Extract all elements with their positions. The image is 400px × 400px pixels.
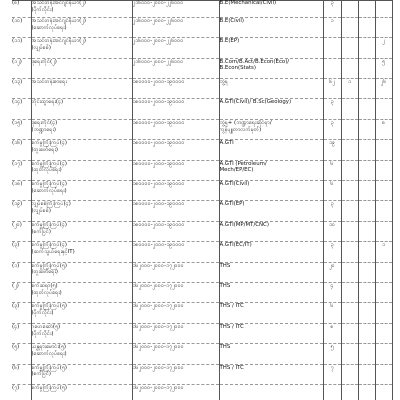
count-col-4 xyxy=(375,181,392,201)
qualification-line-2: B.Econ(Stats) xyxy=(219,65,256,72)
position-title-cell xyxy=(31,262,132,282)
count-col-2 xyxy=(341,323,358,343)
count-col-4 xyxy=(375,221,392,241)
count-col-3 xyxy=(358,221,375,241)
count-col-2 xyxy=(341,221,358,241)
position-title: စက်မှုကြီးကြပ်(၄) xyxy=(31,221,67,228)
position-department: (လျှပ်စစ်) xyxy=(31,45,51,52)
salary-scale: ၁၈၀၀၀၀-၂၀၀၀-၁၉၀၀၀၀ xyxy=(132,201,219,221)
position-department: (ဆောက်လုပ်ရေး) xyxy=(31,24,67,31)
position-title-cell xyxy=(31,242,132,262)
count-col-1: ၂၀ xyxy=(323,262,341,282)
position-title-cell xyxy=(31,282,132,302)
qualification-line-1: THS / ITC xyxy=(219,323,244,330)
position-department: (ဆောက်လုပ်ရေး) xyxy=(31,350,67,357)
position-title: စက်မှုကြီးကြပ်(၅) xyxy=(31,364,67,371)
count-col-4 xyxy=(375,323,392,343)
position-title-cell xyxy=(31,140,132,160)
table-row xyxy=(12,303,392,323)
table-row xyxy=(12,17,392,37)
position-title-cell xyxy=(31,181,132,201)
position-title-cell xyxy=(31,323,132,343)
position-department: (လျှပ်စစ်) xyxy=(31,208,51,215)
table-row xyxy=(12,282,392,302)
position-department: (စက်ပြင်) xyxy=(31,371,51,378)
count-col-4: ၈ xyxy=(375,119,392,139)
qualification-cell xyxy=(219,38,323,58)
position-title-cell xyxy=(31,201,132,221)
row-number: (၂) xyxy=(12,282,31,302)
row-number: (၁၉) xyxy=(12,201,31,221)
table-row xyxy=(12,344,392,364)
position-title: စက်မှုကြီးကြပ်(၄) xyxy=(31,181,67,188)
position-title-cell xyxy=(31,0,132,17)
position-title-cell xyxy=(31,58,132,78)
count-col-3 xyxy=(358,201,375,221)
qualification-line-1: A.GTI(EC/IT) xyxy=(219,242,252,249)
salary-scale: ၂၁၆၀၀၀-၂၀၀၀-၂၂၆၀၀၀ xyxy=(132,58,219,78)
count-col-4 xyxy=(375,344,392,364)
qualification-cell xyxy=(219,364,323,384)
count-col-2 xyxy=(341,58,358,78)
count-col-4: ၅ xyxy=(375,58,392,78)
salary-scale: ၂၁၆၀၀၀-၂၀၀၀-၂၂၆၀၀၀ xyxy=(132,17,219,37)
qualification-line-1: B.E(Mechanical/Civil) xyxy=(219,0,277,6)
table-row xyxy=(12,119,392,139)
position-title: စက်မှုကြီးကြပ်(၄) xyxy=(31,160,67,167)
table-row xyxy=(12,262,392,282)
position-department: (ပိုက်လိုင်း) xyxy=(31,6,54,13)
qualification-line-1: THS / ITC xyxy=(219,303,244,310)
position-title: စက်မှုကြီးကြပ်(၅) xyxy=(31,303,67,310)
qualification-line-1: A.GTI(MP/MT/CNC) xyxy=(219,221,269,228)
position-title: ယန္တရားမောင်း(၅) xyxy=(31,344,67,351)
row-number: (၃) xyxy=(12,303,31,323)
table-row xyxy=(12,384,392,400)
salary-scale: ၁၈၀၀၀၀-၂၀၀၀-၁၉၀၀၀၀ xyxy=(132,99,219,119)
position-department: (ဆောက်လုပ်ရေး) xyxy=(31,187,67,194)
qualification-cell xyxy=(219,323,323,343)
table-row xyxy=(12,79,392,99)
positions-table xyxy=(12,0,393,400)
count-col-1: ၃ xyxy=(323,201,341,221)
count-col-1: ၆ xyxy=(323,181,341,201)
count-col-4 xyxy=(375,303,392,323)
row-number: (၁၂) xyxy=(12,58,31,78)
position-department: (ပိုက်လိုင်း) xyxy=(31,310,54,317)
position-title-cell xyxy=(31,344,132,364)
count-col-1: ၃ xyxy=(323,119,341,139)
count-col-2 xyxy=(341,140,358,160)
count-col-1: ၅ xyxy=(323,344,341,364)
count-col-1: ၆ xyxy=(323,160,341,180)
row-number: (၆) xyxy=(12,364,31,384)
count-col-3 xyxy=(358,384,375,400)
row-number: (၄) xyxy=(12,323,31,343)
position-title: အသင်တန်းအင်ဂျင်နီယာ(၂) xyxy=(31,0,87,6)
salary-scale: ၂၁၆၀၀၀-၂၀၀၀-၂၂၆၀၀၀ xyxy=(132,0,219,17)
salary-scale: ၁၆၂၀၀၀-၂၀၀၀-၁၇၂၀၀၀ xyxy=(132,384,219,400)
table-row xyxy=(12,201,392,221)
salary-scale: ၁၆၂၀၀၀-၂၀၀၀-၁၇၂၀၀၀ xyxy=(132,303,219,323)
salary-scale: ၁၈၀၀၀၀-၂၀၀၀-၁၉၀၀၀၀ xyxy=(132,79,219,99)
position-title: စက်မှုကြီးကြပ်(၄) xyxy=(31,140,67,147)
table-row xyxy=(12,58,392,78)
position-title: ဒုရေးကိုင်(၂) xyxy=(31,58,57,65)
qualification-line-1: THS xyxy=(219,344,231,351)
row-number: (၃) xyxy=(12,242,31,262)
count-col-1: ၆၂ xyxy=(323,79,341,99)
row-number: (၂၀) xyxy=(12,221,31,241)
position-title-cell xyxy=(31,17,132,37)
qualification-line-1: ဘွဲ့ရ xyxy=(219,79,228,86)
qualification-line-1: THS xyxy=(219,282,231,289)
qualification-line-1: B.E(EP) xyxy=(219,38,240,45)
count-col-2: ၁ xyxy=(341,79,358,99)
qualification-line-1: ဘွဲ့ရ+ (ဘဏ္ဍာရေးဆိုင်ရာ/ xyxy=(219,119,272,126)
position-department: (စက်ပြင်) xyxy=(31,228,51,235)
count-col-3 xyxy=(358,38,375,58)
row-number: (၅) xyxy=(12,344,31,364)
table-row xyxy=(12,242,392,262)
count-col-4 xyxy=(375,364,392,384)
count-col-2 xyxy=(341,38,358,58)
qualification-cell xyxy=(219,201,323,221)
count-col-4 xyxy=(375,99,392,119)
count-col-1 xyxy=(323,58,341,78)
count-col-3 xyxy=(358,242,375,262)
salary-scale: ၁၈၀၀၀၀-၂၀၀၀-၁၉၀၀၀၀ xyxy=(132,140,219,160)
count-col-2 xyxy=(341,282,358,302)
count-col-1: ၁၉ xyxy=(323,140,341,160)
count-col-2 xyxy=(341,181,358,201)
count-col-3 xyxy=(358,344,375,364)
count-col-2 xyxy=(341,242,358,262)
count-col-2 xyxy=(341,262,358,282)
count-col-1: ၁၀ xyxy=(323,221,341,241)
position-department: (ထုတ်လုပ်ရေး) xyxy=(31,289,62,296)
count-col-3 xyxy=(358,17,375,37)
count-col-3 xyxy=(358,79,375,99)
position-title: အသင်တန်းစာရေး xyxy=(31,79,67,86)
salary-scale: ၁၆၂၀၀၀-၂၀၀၀-၁၇၂၀၀၀ xyxy=(132,323,219,343)
position-title: စက်ဆရာ(၅) xyxy=(31,282,58,289)
position-title: တိုင်းထွာရေး(၄) xyxy=(31,99,64,106)
count-col-2 xyxy=(341,17,358,37)
qualification-cell xyxy=(219,0,323,17)
row-number: (၈) xyxy=(12,0,31,17)
row-number: (၁၁) xyxy=(12,38,31,58)
qualification-cell xyxy=(219,344,323,364)
qualification-cell xyxy=(219,140,323,160)
count-col-3 xyxy=(358,323,375,343)
salary-scale: ၁၈၀၀၀၀-၂၀၀၀-၁၉၀၀၀၀ xyxy=(132,119,219,139)
count-col-1: ၇ xyxy=(323,364,341,384)
count-col-1 xyxy=(323,38,341,58)
row-number: (၁၈) xyxy=(12,181,31,201)
count-col-4: ၂၆ xyxy=(375,79,392,99)
count-col-4 xyxy=(375,160,392,180)
count-col-2 xyxy=(341,99,358,119)
count-col-2 xyxy=(341,364,358,384)
count-col-3 xyxy=(358,364,375,384)
table-row xyxy=(12,160,392,180)
position-department: (တူးဖော်ရေး) xyxy=(31,269,58,276)
position-department: (ဆက်သွယ်ရေးနှင့်IT) xyxy=(31,248,75,255)
position-title-cell xyxy=(31,119,132,139)
count-col-3 xyxy=(358,99,375,119)
qualification-line-1: A.GTI(Civil)/ B.Sc(Geology) xyxy=(219,99,292,106)
count-col-3 xyxy=(358,119,375,139)
qualification-line-1: B.E(Civil) xyxy=(219,17,244,24)
count-col-4 xyxy=(375,201,392,221)
position-title-cell xyxy=(31,160,132,180)
count-col-1: ၃ xyxy=(323,242,341,262)
row-number: (၁၅) xyxy=(12,119,31,139)
qualification-cell xyxy=(219,242,323,262)
salary-scale: ၁၈၀၀၀၀-၂၀၀၀-၁၉၀၀၀၀ xyxy=(132,160,219,180)
position-department: (ပိုက်လိုင်း) xyxy=(31,330,54,337)
count-col-3 xyxy=(358,181,375,201)
salary-scale: ၂၁၆၀၀၀-၂၀၀၀-၂၂၆၀၀၀ xyxy=(132,38,219,58)
count-col-3 xyxy=(358,58,375,78)
qualification-cell xyxy=(219,119,323,139)
count-col-1 xyxy=(323,384,341,400)
row-number: (၇) xyxy=(12,384,31,400)
qualification-line-2: Mech/EP/EC) xyxy=(219,167,254,174)
qualification-line-1: B.Com/B.Act/B.Econ(Eco)/ xyxy=(219,58,290,65)
salary-scale: ၁၈၀၀၀၀-၂၀၀၀-၁၉၀၀၀၀ xyxy=(132,242,219,262)
count-col-2 xyxy=(341,303,358,323)
row-number: (၁၀) xyxy=(12,17,31,37)
qualification-line-1: A.GTI xyxy=(219,140,234,147)
count-col-4 xyxy=(375,140,392,160)
count-col-4 xyxy=(375,0,392,17)
qualification-line-2: ကွန်ပျူတာလက်မှတ်) xyxy=(219,126,262,133)
position-title: စက်မှုကြီးကြပ်(၅) xyxy=(31,262,67,269)
qualification-cell xyxy=(219,181,323,201)
count-col-1: ၄ xyxy=(323,282,341,302)
position-department: (ထုတ်လုပ်ရေး) xyxy=(31,167,62,174)
table-row xyxy=(12,140,392,160)
count-col-3 xyxy=(358,160,375,180)
table-row xyxy=(12,99,392,119)
position-title-cell xyxy=(31,221,132,241)
count-col-4: ၂ xyxy=(375,38,392,58)
count-col-3 xyxy=(358,303,375,323)
table-row xyxy=(12,0,392,17)
count-col-1: ၁ xyxy=(323,17,341,37)
position-department: (တူးဖော်ရေး) xyxy=(31,147,58,154)
qualification-cell xyxy=(219,99,323,119)
qualification-cell xyxy=(219,160,323,180)
salary-scale: ၁၆၂၀၀၀-၂၀၀၀-၁၇၂၀၀၀ xyxy=(132,262,219,282)
table-row xyxy=(12,38,392,58)
count-col-4 xyxy=(375,262,392,282)
position-title: စက်မှုကြီးကြပ်(၅) xyxy=(31,384,67,391)
count-col-2 xyxy=(341,0,358,17)
qualification-line-1: THS / ITC xyxy=(219,364,244,371)
position-title: ဂဟေဆော်(၅) xyxy=(31,323,61,330)
row-number: (၁၆) xyxy=(12,140,31,160)
count-col-3 xyxy=(358,140,375,160)
qualification-cell xyxy=(219,79,323,99)
qualification-cell xyxy=(219,17,323,37)
count-col-3 xyxy=(358,0,375,17)
position-department: (ဘဏ္ဍာရေး) xyxy=(31,126,56,133)
count-col-1: ၃ xyxy=(323,99,341,119)
count-col-4 xyxy=(375,282,392,302)
salary-scale: ၁၈၀၀၀၀-၂၀၀၀-၁၉၀၀၀၀ xyxy=(132,181,219,201)
qualification-cell xyxy=(219,58,323,78)
position-title-cell xyxy=(31,384,132,400)
count-col-3 xyxy=(358,262,375,282)
qualification-line-1: A.GTI(EP) xyxy=(219,201,245,208)
table-row xyxy=(12,181,392,201)
qualification-cell xyxy=(219,221,323,241)
table-row xyxy=(12,323,392,343)
position-title: အသင်တန်းအင်ဂျင်နီယာ(၂) xyxy=(31,38,87,45)
row-number: (၁၄) xyxy=(12,99,31,119)
count-col-2 xyxy=(341,384,358,400)
count-col-2 xyxy=(341,119,358,139)
row-number: (၁) xyxy=(12,262,31,282)
position-title: လျှပ်စစ်ကြီးကြပ်(၄) xyxy=(31,201,71,208)
count-col-4 xyxy=(375,17,392,37)
count-col-1: ၆ xyxy=(323,303,341,323)
position-title: စက်မှုကြီးကြပ်(၄) xyxy=(31,242,67,249)
qualification-line-1: THS xyxy=(219,262,231,269)
position-title: အသင်တန်းအင်ဂျင်နီယာ(၂) xyxy=(31,17,87,24)
salary-scale: ၁၈၀၀၀၀-၂၀၀၀-၁၉၀၀၀၀ xyxy=(132,221,219,241)
table-body xyxy=(12,0,392,400)
count-col-2 xyxy=(341,201,358,221)
position-title-cell xyxy=(31,79,132,99)
salary-scale: ၁၆၂၀၀၀-၂၀၀၀-၁၇၂၀၀၀ xyxy=(132,364,219,384)
qualification-cell xyxy=(219,303,323,323)
position-title-cell xyxy=(31,99,132,119)
count-col-2 xyxy=(341,160,358,180)
count-col-4: ၁ xyxy=(375,242,392,262)
qualification-cell xyxy=(219,384,323,400)
row-number: (၁၃) xyxy=(12,79,31,99)
count-col-4 xyxy=(375,384,392,400)
qualification-cell xyxy=(219,282,323,302)
count-col-3 xyxy=(358,282,375,302)
qualification-cell xyxy=(219,262,323,282)
position-title-cell xyxy=(31,364,132,384)
qualification-line-1: A.GTI(Civil) xyxy=(219,181,250,188)
table-row xyxy=(12,221,392,241)
count-col-1: ၃ xyxy=(323,0,341,17)
position-title-cell xyxy=(31,38,132,58)
table-row xyxy=(12,364,392,384)
salary-scale: ၁၆၂၀၀၀-၂၀၀၀-၁၇၂၀၀၀ xyxy=(132,344,219,364)
qualification-line-1: A.GTI (Petroleum/ xyxy=(219,160,267,167)
row-number: (၁၇) xyxy=(12,160,31,180)
salary-scale: ၁၆၂၀၀၀-၂၀၀၀-၁၇၂၀၀၀ xyxy=(132,282,219,302)
position-title: ဒုရေးကိုင်(၄) xyxy=(31,119,58,126)
count-col-2 xyxy=(341,344,358,364)
position-title-cell xyxy=(31,303,132,323)
count-col-1: ၈ xyxy=(323,323,341,343)
